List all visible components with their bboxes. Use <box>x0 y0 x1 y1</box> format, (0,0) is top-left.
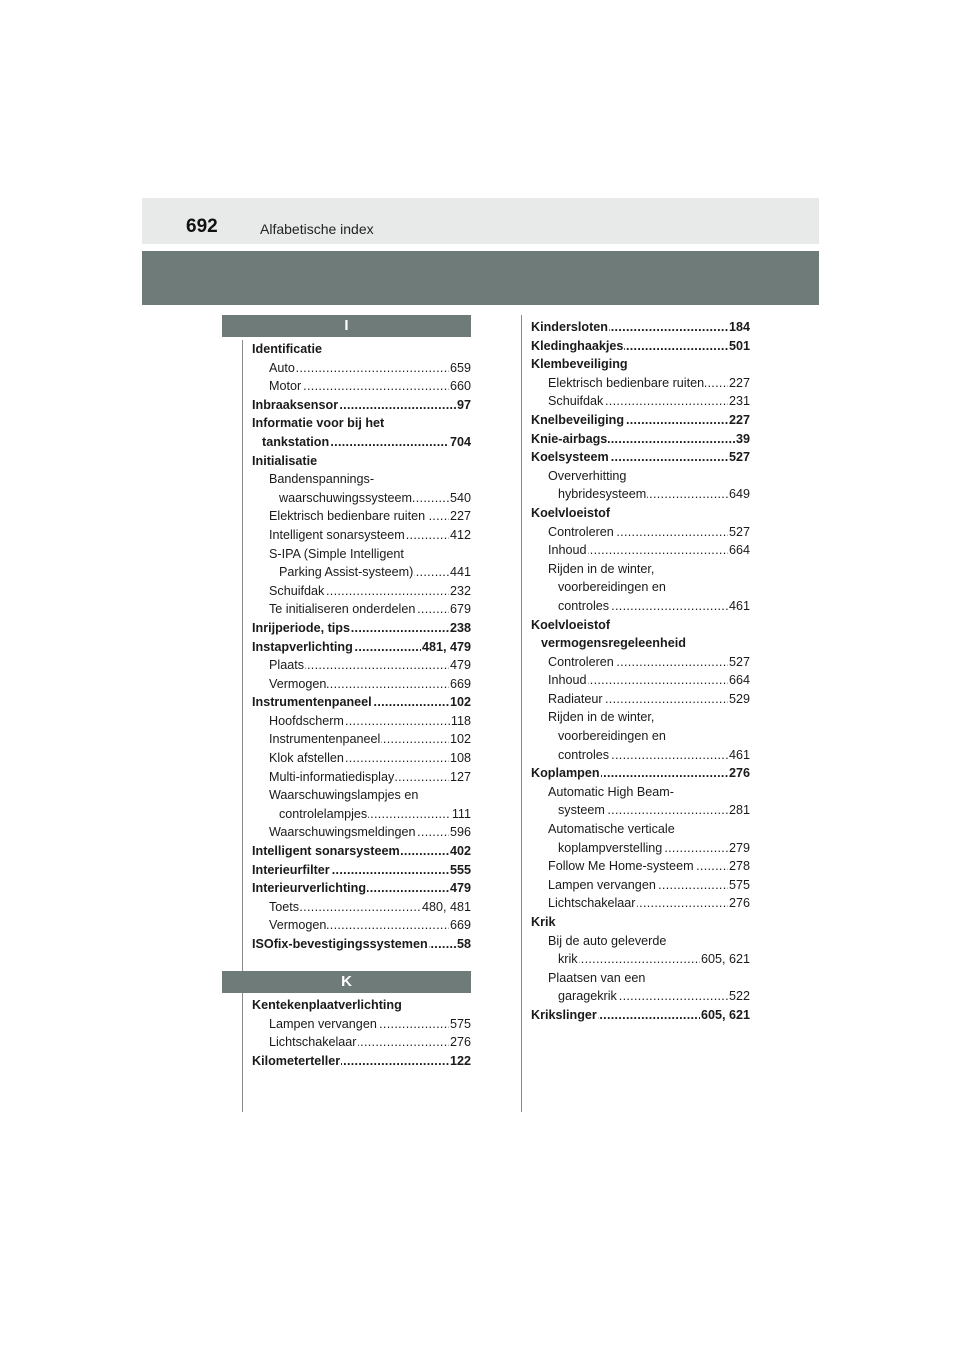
index-entry-page: 481, 479 <box>421 638 471 657</box>
index-entry <box>252 730 471 749</box>
column-divider-middle <box>521 315 522 1112</box>
index-entry <box>252 879 471 898</box>
index-entry <box>531 839 750 858</box>
index-entry-term: Koelvloeistof <box>531 617 611 632</box>
section-title: Alfabetische index <box>260 221 374 237</box>
index-entry-term: Waarschuwingslampjes en <box>269 788 419 803</box>
index-entry <box>531 392 750 411</box>
index-entry-page: 227 <box>449 507 471 526</box>
index-entry <box>531 894 750 913</box>
index-entry <box>252 916 471 935</box>
index-entry-page: 39 <box>735 430 750 449</box>
index-entry-term: Koelvloeistof <box>531 505 611 520</box>
index-entry-term: Krik <box>531 915 556 929</box>
index-entry-page: 184 <box>728 318 750 337</box>
header-band <box>142 198 819 244</box>
index-entry <box>252 1052 471 1071</box>
index-entry-term: Knie-airbags <box>531 431 608 446</box>
index-entry-page: 596 <box>449 823 471 842</box>
index-entry <box>531 969 750 988</box>
index-entry-page: 501 <box>728 337 750 356</box>
index-entry <box>252 842 471 861</box>
index-entry-page: 111 <box>451 805 471 824</box>
index-entry <box>252 396 471 415</box>
index-entry <box>252 656 471 675</box>
index-entry <box>531 820 750 839</box>
index-entry-term: Motor <box>269 379 302 394</box>
index-entry-term: Lampen vervangen <box>269 1016 377 1031</box>
index-entry-page: 238 <box>449 619 471 638</box>
index-entry <box>531 355 750 374</box>
index-entry <box>531 374 750 393</box>
index-entry <box>252 619 471 638</box>
index-entry <box>531 653 750 672</box>
index-entry-term: Kentekenplaatverlichting <box>252 998 402 1012</box>
index-entry <box>252 377 471 396</box>
index-entry <box>252 414 471 433</box>
index-entry <box>531 671 750 690</box>
index-entry-page: 279 <box>728 839 750 858</box>
index-entry-page: 664 <box>728 541 750 560</box>
index-entry-page: 278 <box>728 857 750 876</box>
index-entry-page: 276 <box>728 894 750 913</box>
index-entry <box>252 340 471 359</box>
index-entry-term: Intelligent sonarsysteem <box>252 844 400 859</box>
index-list-right <box>531 318 750 1025</box>
index-entry-term: Automatische verticale <box>548 822 675 837</box>
index-entry <box>252 563 471 582</box>
index-entry <box>531 950 750 969</box>
index-entry-term: waarschuwingssysteem <box>279 490 412 505</box>
index-entry-page: 102 <box>449 693 471 712</box>
index-entry-page: 118 <box>450 712 471 731</box>
index-entry-term: Inhoud <box>548 673 587 688</box>
index-entry-term: Inbraaksensor <box>252 397 339 412</box>
index-entry-term: Elektrisch bedienbare ruiten <box>548 375 705 390</box>
index-entry <box>252 526 471 545</box>
index-entry <box>531 467 750 486</box>
index-entry-page: 649 <box>728 485 750 504</box>
index-entry <box>252 489 471 508</box>
index-entry-page: 479 <box>449 656 471 675</box>
index-entry-term: Lampen vervangen <box>548 877 656 892</box>
index-entry <box>252 545 471 564</box>
index-entry <box>531 876 750 895</box>
index-entry-term: Te initialiseren onderdelen <box>269 602 416 617</box>
index-entry-page: 102 <box>449 730 471 749</box>
index-entry <box>252 768 471 787</box>
index-entry <box>531 932 750 951</box>
index-entry-term: Kledinghaakjes <box>531 338 624 353</box>
index-entry-term: Schuifdak <box>548 394 604 409</box>
index-entry-page: 659 <box>449 359 471 378</box>
index-entry-term: Interieurverlichting <box>252 881 367 896</box>
index-entry-page: 555 <box>449 861 471 880</box>
index-entry-page: 402 <box>449 842 471 861</box>
index-entry-term: Hoofdscherm <box>269 713 344 728</box>
index-entry <box>531 857 750 876</box>
index-entry-term: S-IPA (Simple Intelligent <box>269 546 404 561</box>
index-entry <box>252 638 471 657</box>
index-entry-term: Klok afstellen <box>269 751 344 766</box>
index-entry-term: voorbereidingen en <box>558 729 666 744</box>
index-entry-page: 232 <box>449 582 471 601</box>
index-entry-term: Plaats <box>269 658 305 673</box>
index-entry <box>252 861 471 880</box>
index-entry-page: 412 <box>449 526 471 545</box>
index-entry-term: Krikslinger <box>531 1007 597 1022</box>
index-entry <box>531 411 750 430</box>
index-entry-page: 441 <box>449 563 471 582</box>
index-entry <box>252 935 471 954</box>
index-entry-term: Koelsysteem <box>531 450 609 465</box>
index-entry <box>252 693 471 712</box>
index-entry <box>531 448 750 467</box>
index-entry-term: Instrumentenpaneel <box>269 732 381 747</box>
index-entry-page: 527 <box>728 653 750 672</box>
index-entry <box>531 987 750 1006</box>
index-entry-term: Follow Me Home-systeem <box>548 859 694 874</box>
index-entry-term: Klembeveiliging <box>531 357 628 372</box>
index-entry-term: Inhoud <box>548 543 587 558</box>
index-entry <box>531 634 750 653</box>
index-entry <box>531 318 750 337</box>
index-entry <box>531 708 750 727</box>
index-entry-term: Waarschuwingsmeldingen <box>269 825 416 840</box>
index-entry-term: controles <box>558 747 610 762</box>
index-entry-term: Controleren <box>548 524 614 539</box>
index-entry <box>252 712 471 731</box>
index-entry-page: 522 <box>728 987 750 1006</box>
index-entry-term: Vermogen <box>269 676 327 691</box>
index-entry-term: Inrijperiode, tips <box>252 620 350 635</box>
index-entry-term: Identificatie <box>252 342 322 356</box>
index-entry-term: krik <box>558 952 578 967</box>
index-entry <box>531 783 750 802</box>
index-entry <box>252 1033 471 1052</box>
index-entry <box>531 523 750 542</box>
index-entry-page: 605, 621 <box>700 950 750 969</box>
index-entry <box>531 597 750 616</box>
index-entry <box>531 913 750 932</box>
index-entry-page: 461 <box>728 746 750 765</box>
index-entry <box>531 801 750 820</box>
index-entry-term: Initialisatie <box>252 453 318 468</box>
index-entry <box>252 786 471 805</box>
index-entry-term: voorbereidingen en <box>558 580 666 595</box>
index-entry-term: Rijden in de winter, <box>548 561 655 576</box>
index-entry <box>531 764 750 783</box>
index-entry-page: 540 <box>449 489 471 508</box>
index-entry-term: Kilometerteller <box>252 1053 341 1068</box>
index-entry-page: 479 <box>449 879 471 898</box>
index-entry-term: Oververhitting <box>548 468 627 483</box>
index-entry <box>531 616 750 635</box>
index-entry-page: 127 <box>449 768 471 787</box>
index-entry-term: Lichtschakelaar <box>548 896 636 911</box>
index-entry-page: 660 <box>449 377 471 396</box>
index-entry-page: 108 <box>449 749 471 768</box>
index-entry <box>252 470 471 489</box>
index-entry <box>252 675 471 694</box>
index-entry-term: Instrumentenpaneel <box>252 695 372 710</box>
column-divider-left <box>242 340 243 1112</box>
index-entry-term: vermogensregeleenheid <box>541 636 686 651</box>
index-entry-term: controles <box>558 598 610 613</box>
index-entry-term: Radiateur <box>548 691 603 706</box>
index-entry <box>252 452 471 471</box>
index-entry-term: hybridesysteem <box>558 487 647 502</box>
index-entry <box>531 746 750 765</box>
index-entry <box>252 1015 471 1034</box>
index-entry <box>252 805 471 824</box>
index-entry-term: Kindersloten <box>531 320 608 334</box>
index-entry <box>252 359 471 378</box>
letter-heading-k: K <box>222 971 471 993</box>
index-entry <box>531 1006 750 1025</box>
index-entry-page: 529 <box>728 690 750 709</box>
index-entry-term: Plaatsen van een <box>548 970 646 985</box>
index-list-k <box>252 996 471 1070</box>
index-entry <box>531 578 750 597</box>
index-entry-term: Bij de auto geleverde <box>548 933 667 948</box>
index-entry-term: Interieurfilter <box>252 862 330 877</box>
index-entry <box>531 560 750 579</box>
index-entry-page: 664 <box>728 671 750 690</box>
index-entry-term: Auto <box>269 360 295 375</box>
index-entry-term: controlelampjes <box>279 806 368 821</box>
index-entry-term: Parking Assist-systeem) <box>279 565 414 580</box>
index-entry-page: 281 <box>728 801 750 820</box>
index-entry-page: 480, 481 <box>421 898 471 917</box>
index-entry-term: Instapverlichting <box>252 639 353 654</box>
index-entry-page: 527 <box>728 448 750 467</box>
index-entry <box>531 430 750 449</box>
index-entry <box>252 823 471 842</box>
index-entry-page: 605, 621 <box>700 1006 750 1025</box>
index-entry <box>531 485 750 504</box>
index-entry-term: Multi-informatiedisplay <box>269 769 395 784</box>
index-entry-term: Automatic High Beam- <box>548 784 674 799</box>
index-entry-page: 227 <box>728 374 750 393</box>
index-entry-page: 527 <box>728 523 750 542</box>
index-entry <box>531 541 750 560</box>
index-entry <box>252 433 471 452</box>
index-entry <box>252 996 471 1015</box>
letter-heading-i: I <box>222 315 471 337</box>
page-number: 692 <box>186 216 218 237</box>
index-entry-term: Controleren <box>548 654 614 669</box>
index-entry-term: systeem <box>558 803 605 818</box>
index-entry-term: Knelbeveiliging <box>531 412 625 427</box>
index-entry-page: 575 <box>449 1015 471 1034</box>
index-entry-term: ISOfix-bevestigingssystemen <box>252 937 428 951</box>
index-list-i <box>252 340 471 954</box>
index-entry-term: garagekrik <box>558 989 617 1004</box>
index-entry-term: Intelligent sonarsysteem <box>269 527 405 542</box>
index-entry-page: 97 <box>456 396 471 415</box>
index-entry-page: 58 <box>456 935 471 954</box>
index-entry-page: 231 <box>728 392 750 411</box>
index-entry <box>531 337 750 356</box>
index-entry-page: 276 <box>728 764 750 783</box>
index-entry <box>252 898 471 917</box>
index-entry-page: 276 <box>449 1033 471 1052</box>
index-entry-page: 461 <box>728 597 750 616</box>
index-entry-term: Schuifdak <box>269 583 325 598</box>
index-entry <box>252 582 471 601</box>
index-entry <box>531 690 750 709</box>
index-entry <box>531 727 750 746</box>
index-entry-page: 227 <box>728 411 750 430</box>
index-entry-term: Koplampen <box>531 766 600 781</box>
index-entry-term: Toets <box>269 899 300 914</box>
index-entry-page: 704 <box>449 433 471 452</box>
index-entry-page: 575 <box>728 876 750 895</box>
index-entry-page: 669 <box>449 916 471 935</box>
index-entry-term: koplampverstelling <box>558 840 663 855</box>
index-entry-page: 669 <box>449 675 471 694</box>
index-entry-page: 679 <box>449 600 471 619</box>
index-entry-term: tankstation <box>262 434 330 449</box>
index-entry <box>531 504 750 523</box>
index-entry-term: Informatie voor bij het <box>252 416 385 431</box>
index-entry <box>252 507 471 526</box>
index-entry-term: Lichtschakelaar <box>269 1035 357 1050</box>
header-dark-band <box>142 251 819 305</box>
index-entry-term: Bandenspannings- <box>269 472 375 487</box>
index-entry-term: Elektrisch bedienbare ruiten . <box>269 509 433 524</box>
index-entry-term: Vermogen <box>269 918 327 933</box>
index-entry <box>252 749 471 768</box>
index-entry-page: 122 <box>449 1052 471 1071</box>
index-entry <box>252 600 471 619</box>
index-entry-term: Rijden in de winter, <box>548 710 655 725</box>
